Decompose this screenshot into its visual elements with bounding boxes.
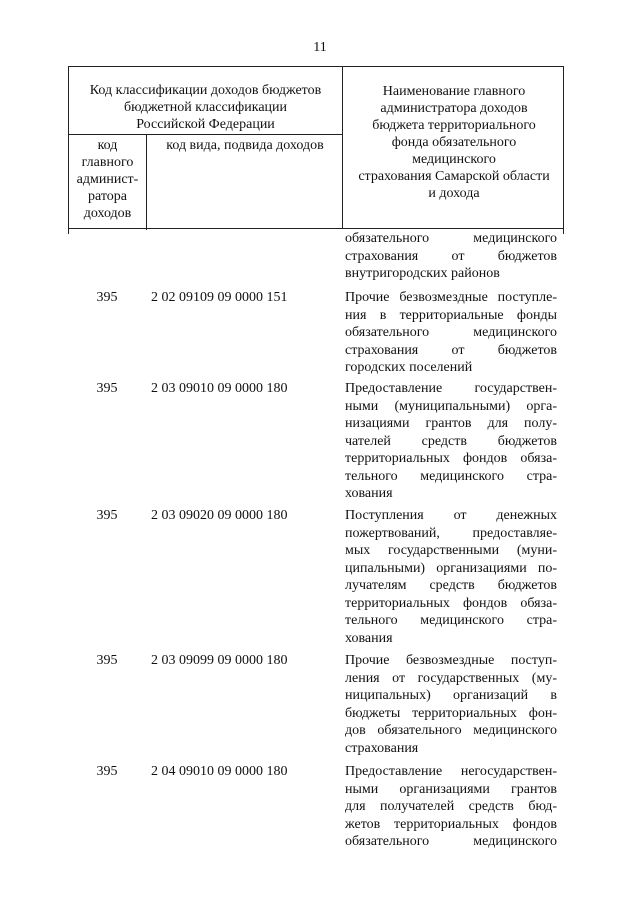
admin-code-cell: 395 — [96, 508, 118, 523]
text-line: внутригородских районов — [345, 266, 500, 281]
name-header-line: медицинского — [412, 152, 496, 167]
admin-code-header-line: главного — [81, 155, 134, 170]
classification-title-line: Российской Федерации — [136, 117, 275, 132]
admin-code-header — [69, 135, 147, 230]
text-line: ными организациями грантов — [345, 781, 557, 797]
income-code-cell: 2 03 09020 09 0000 180 — [151, 508, 288, 523]
text-line: пожертвований, предоставляе- — [345, 525, 557, 541]
text-line: Предоставление негосударствен- — [345, 764, 557, 779]
name-header-line: страхования Самарской области — [358, 169, 550, 184]
text-line: Поступления от денежных — [345, 508, 557, 523]
text-line: дов обязательного медицинского — [345, 723, 557, 738]
admin-code-cell: 395 — [96, 764, 118, 779]
text-line: тельного медицинского стра- — [345, 613, 557, 628]
income-code-cell: 2 04 09010 09 0000 180 — [151, 764, 288, 779]
admin-code-cell: 395 — [96, 653, 118, 668]
continuation-text — [345, 230, 557, 283]
text-line: ния в территориальные фонды — [345, 307, 557, 323]
table-header — [68, 66, 564, 229]
income-name-cell — [345, 380, 557, 503]
admin-code-header-line: ратора — [88, 189, 127, 204]
text-line: хования — [345, 486, 393, 501]
text-line: для получателей средств бюд- — [345, 799, 557, 814]
income-type-header: код вида, подвида доходов — [166, 138, 324, 153]
income-name-cell — [345, 507, 557, 647]
admin-code-header-line: код — [97, 138, 118, 153]
text-line: страхования от бюджетов — [345, 342, 557, 358]
name-header-line: фонда обязательного — [391, 135, 517, 150]
text-line: обязательного медицинского — [345, 325, 557, 340]
table-right-border — [563, 228, 564, 234]
income-code-cell: 2 03 09010 09 0000 180 — [151, 381, 288, 396]
admin-code-header-line: доходов — [83, 206, 132, 221]
text-line: обязательного медицинского — [345, 231, 557, 246]
text-line: ления от государственных (му- — [345, 670, 557, 686]
text-line: страхования — [345, 740, 419, 756]
admin-code-header-line: админист- — [76, 172, 139, 187]
text-line: хования — [345, 630, 393, 646]
table-left-border — [68, 228, 69, 234]
classification-title-line: бюджетной классификации — [123, 100, 288, 115]
text-line: низациями грантов для полу- — [345, 416, 557, 431]
name-header-line: Наименование главного — [382, 84, 526, 99]
income-name-cell — [345, 652, 557, 757]
name-header-line: и дохода — [428, 186, 480, 201]
text-line: тельного медицинского стра- — [345, 468, 557, 484]
text-line: Прочие безвозмездные поступ- — [345, 653, 557, 668]
text-line: Предоставление государствен- — [345, 381, 557, 396]
name-header-line: бюджета территориального — [372, 118, 536, 133]
text-line: Прочие безвозмездные поступле- — [345, 290, 557, 305]
text-line: территориальных фондов обяза- — [345, 451, 557, 466]
income-name-cell — [345, 289, 557, 377]
income-code-cell: 2 03 09099 09 0000 180 — [151, 653, 288, 668]
classification-header-group — [69, 67, 343, 228]
admin-code-cell: 395 — [96, 290, 118, 305]
text-line: ципальными) организациями по- — [345, 560, 557, 576]
text-line: лучателям средств бюджетов — [345, 578, 557, 593]
text-line: мых государственными (муни- — [345, 543, 557, 558]
text-line: страхования от бюджетов — [345, 248, 557, 264]
income-code-cell: 2 02 09109 09 0000 151 — [151, 290, 288, 305]
text-line: чателей средств бюджетов — [345, 433, 557, 449]
income-name-cell — [345, 763, 557, 851]
text-line: ниципальных) организаций в — [345, 688, 557, 703]
text-line: обязательного медицинского — [345, 834, 557, 849]
classification-title-line: Код классификации доходов бюджетов — [89, 83, 322, 98]
name-header — [343, 67, 565, 228]
page-number: 11 — [313, 40, 327, 55]
text-line: городских поселений — [345, 360, 473, 375]
classification-title — [69, 67, 342, 135]
admin-code-cell: 395 — [96, 381, 118, 396]
text-line: ными (муниципальными) орга- — [345, 398, 557, 414]
text-line: бюджеты территориальных фон- — [345, 705, 557, 721]
text-line: жетов территориальных фондов — [345, 816, 557, 832]
text-line: территориальных фондов обяза- — [345, 595, 557, 611]
name-header-line: администратора доходов — [380, 101, 528, 116]
